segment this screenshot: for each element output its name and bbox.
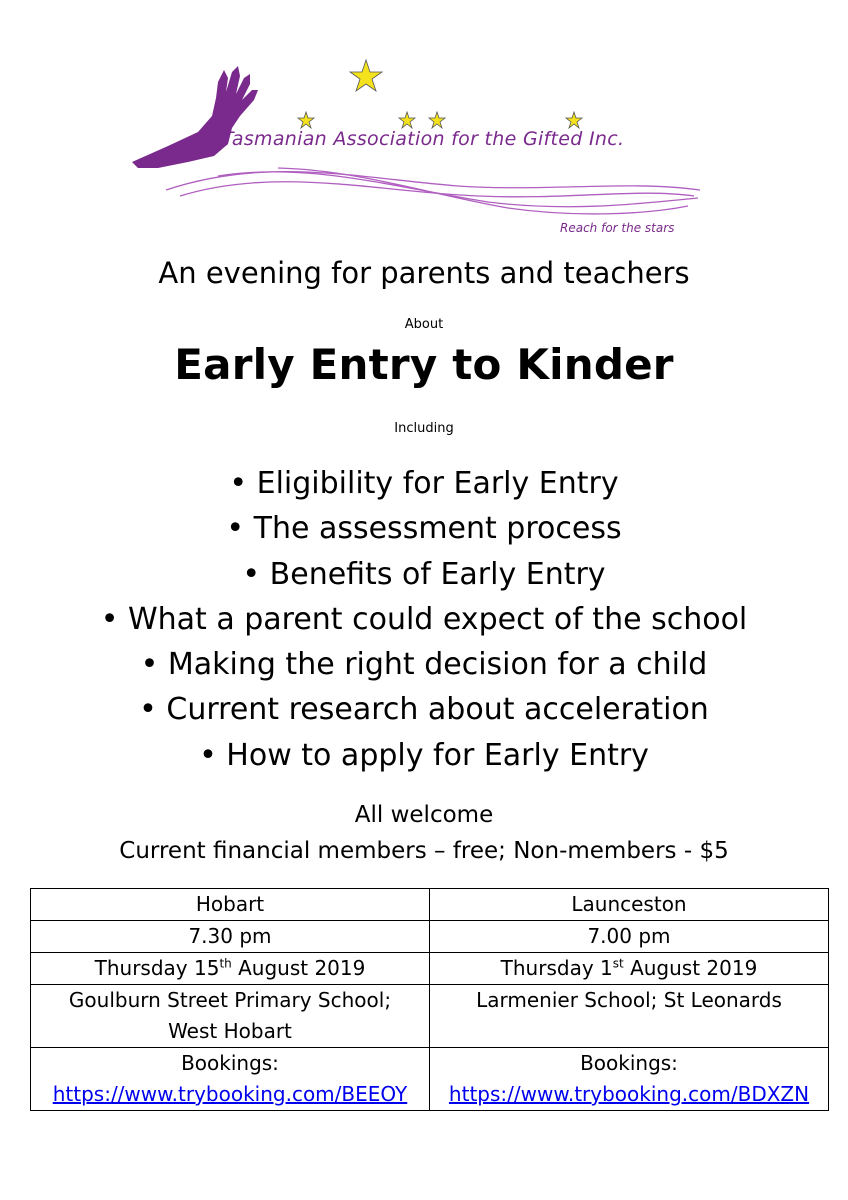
table-row xyxy=(31,985,829,1048)
sessions-table xyxy=(30,888,829,1111)
hobart-date-suffix: th xyxy=(219,956,232,971)
hand-icon xyxy=(132,66,258,168)
fees-text: Current financial members – free; Non-members - $5 xyxy=(119,838,729,864)
hobart-venue xyxy=(31,985,430,1048)
launceston-bookings xyxy=(430,1048,829,1111)
topic-item: • Eligibility for Early Entry xyxy=(0,461,848,506)
launceston-bookings-link[interactable]: https://www.trybooking.com/BDXZN xyxy=(448,1082,810,1106)
launceston-date-day: Thursday 1 xyxy=(500,956,613,980)
launceston-venue: Larmenier School; St Leonards xyxy=(430,985,829,1048)
logo-graphic xyxy=(128,58,708,248)
including-label: Including xyxy=(394,421,454,436)
launceston-date-month: August 2019 xyxy=(623,956,758,980)
hobart-bookings-link[interactable]: https://www.trybooking.com/BEEOY xyxy=(52,1082,408,1106)
hobart-date-day: Thursday 15 xyxy=(94,956,220,980)
hobart-date-month: August 2019 xyxy=(231,956,366,980)
welcome-text: All welcome xyxy=(354,802,494,828)
logo-tagline: Reach for the stars xyxy=(560,221,675,235)
table-row xyxy=(31,1048,829,1111)
hobart-bookings-label: Bookings: xyxy=(181,1051,279,1075)
launceston-city: Launceston xyxy=(430,889,829,921)
topic-list xyxy=(0,461,848,778)
table-row xyxy=(31,953,829,985)
about-label: About xyxy=(404,317,444,332)
launceston-bookings-label: Bookings: xyxy=(580,1051,678,1075)
star-icon xyxy=(298,60,582,128)
swoosh-lines xyxy=(166,168,700,214)
logo-organisation-name: Tasmanian Association for the Gifted Inc. xyxy=(222,128,625,150)
hobart-date xyxy=(31,953,430,985)
topic-item: • The assessment process xyxy=(0,506,848,551)
table-row xyxy=(31,889,829,921)
hobart-venue-line1: Goulburn Street Primary School; xyxy=(68,988,392,1012)
intro-text: An evening for parents and teachers xyxy=(158,256,690,290)
organisation-logo xyxy=(128,58,708,248)
topic-item: • How to apply for Early Entry xyxy=(0,733,848,778)
launceston-date-suffix: st xyxy=(612,956,624,971)
topic-item: • Making the right decision for a child xyxy=(0,642,848,687)
topic-item: • Current research about acceleration xyxy=(0,687,848,732)
hobart-venue-line2: West Hobart xyxy=(168,1019,292,1043)
page-title: Early Entry to Kinder xyxy=(174,340,674,389)
topic-item: • Benefits of Early Entry xyxy=(0,552,848,597)
hobart-bookings xyxy=(31,1048,430,1111)
table-row xyxy=(31,921,829,953)
launceston-date xyxy=(430,953,829,985)
hobart-time: 7.30 pm xyxy=(31,921,430,953)
hobart-city: Hobart xyxy=(31,889,430,921)
topic-item: • What a parent could expect of the school xyxy=(0,597,848,642)
launceston-time: 7.00 pm xyxy=(430,921,829,953)
